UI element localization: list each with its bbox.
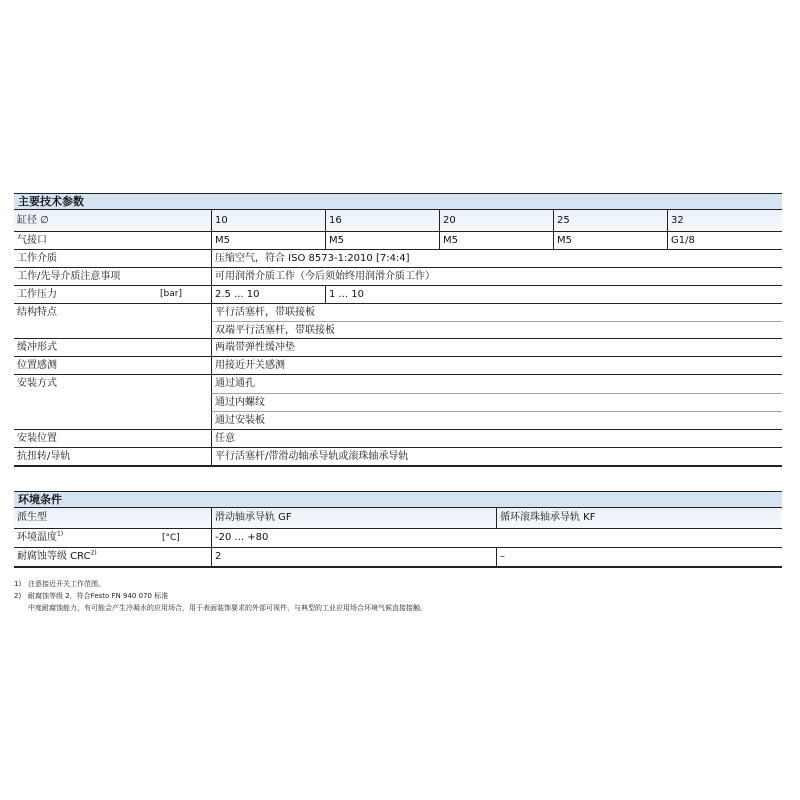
table-row-guide (14, 447, 782, 467)
temperature-footnote-ref: 1) (57, 530, 64, 538)
port-value: G1/8 (667, 232, 782, 249)
variant-kf: 循环滚珠轴承导轨 KF (496, 508, 782, 528)
temperature-gf: -20 ... +80 (211, 529, 496, 547)
table-row-medium-note (14, 267, 782, 285)
table-row-port (14, 231, 782, 249)
guide-value: 平行活塞杆/带滑动轴承导轨或滚珠轴承导轨 (211, 448, 782, 465)
bore-16: 16 (325, 210, 439, 231)
medium-note-value: 可用润滑介质工作（今后须始终用润滑介质工作） (211, 268, 782, 285)
row-label-mounting: 安装方式 (17, 378, 57, 389)
row-label-temperature (14, 529, 211, 547)
row-label-cushion: 缓冲形式 (17, 342, 57, 353)
mounting-value-3: 通过安装板 (211, 411, 782, 429)
table-row-cushion (14, 338, 782, 356)
footnote-2-number: 2) (14, 592, 22, 600)
table-row-mounting (14, 374, 782, 429)
table-row-temperature (14, 528, 782, 547)
footnote-1 (14, 578, 427, 590)
position-value: 任意 (211, 430, 782, 447)
table-row-pressure (14, 285, 782, 303)
table-row-position (14, 429, 782, 447)
footnote-2-text: 耐腐蚀等级 2，符合Festo FN 940 070 标准 (28, 592, 169, 600)
section-title-main-specs: 主要技术参数 (14, 193, 782, 209)
structure-value-1: 平行活塞杆，带联接板 (211, 304, 782, 321)
row-label-medium-note: 工作/先导介质注意事项 (17, 271, 121, 282)
row-label-port: 气接口 (17, 235, 47, 246)
pressure-unit: [bar] (160, 289, 182, 299)
mounting-value-1: 通过通孔 (211, 375, 782, 393)
row-label-medium: 工作介质 (17, 253, 57, 264)
spec-document (14, 193, 782, 568)
footnote-2-detail: 中度耐腐蚀能力，有可能会产生冷凝水的应用场合，用于表面装饰要求的外部可视件，与典型的工业应用场合环境气候直接接触。 (28, 604, 427, 612)
table-row-medium (14, 249, 782, 267)
row-label-bore: 缸径 ∅ (17, 215, 49, 226)
row-label-variant: 派生型 (17, 512, 47, 523)
row-label-pressure: 工作压力 (17, 289, 57, 300)
bore-25: 25 (553, 210, 667, 231)
pressure-value-2: 1 ... 10 (325, 286, 782, 303)
corrosion-label: 耐腐蚀等级 CRC (17, 551, 91, 562)
port-value: M5 (325, 232, 439, 249)
structure-value-2: 双端平行活塞杆，带联接板 (211, 321, 782, 338)
variant-gf: 滑动轴承导轨 GF (211, 508, 496, 528)
pressure-value-1: 2.5 ... 10 (211, 286, 325, 303)
section-title-environment: 环境条件 (14, 491, 782, 507)
table-row-sensing (14, 356, 782, 374)
bore-10: 10 (211, 210, 325, 231)
table-row-corrosion (14, 547, 782, 568)
footnote-1-number: 1) (14, 580, 22, 588)
table-row-variant (14, 507, 782, 528)
port-value: M5 (211, 232, 325, 249)
table-row-structure (14, 303, 782, 338)
temperature-unit: [°C] (162, 533, 180, 543)
cushion-value: 两端带弹性缓冲垫 (211, 339, 782, 356)
row-label-position: 安装位置 (17, 433, 57, 444)
temperature-label: 环境温度 (17, 532, 57, 543)
bore-32: 32 (667, 210, 782, 231)
footnote-1-text: 注意接近开关工作范围。 (28, 580, 105, 588)
port-value: M5 (553, 232, 667, 249)
corrosion-footnote-ref: 2) (90, 549, 97, 557)
medium-value: 压缩空气，符合 ISO 8573-1:2010 [7:4:4] (211, 250, 782, 267)
sensing-value: 用接近开关感测 (211, 357, 782, 374)
port-value: M5 (439, 232, 553, 249)
footnotes (14, 578, 427, 614)
row-label-guide: 抗扭转/导轨 (17, 451, 71, 462)
table-row-bore (14, 209, 782, 231)
corrosion-kf: – (496, 548, 782, 566)
row-label-corrosion (14, 548, 211, 566)
corrosion-gf: 2 (211, 548, 496, 566)
row-label-structure: 结构特点 (17, 307, 57, 318)
mounting-value-2: 通过内螺纹 (211, 393, 782, 411)
temperature-kf (496, 529, 782, 547)
footnote-2 (14, 590, 427, 602)
bore-20: 20 (439, 210, 553, 231)
row-label-sensing: 位置感测 (17, 360, 57, 371)
section-gap (14, 467, 782, 491)
